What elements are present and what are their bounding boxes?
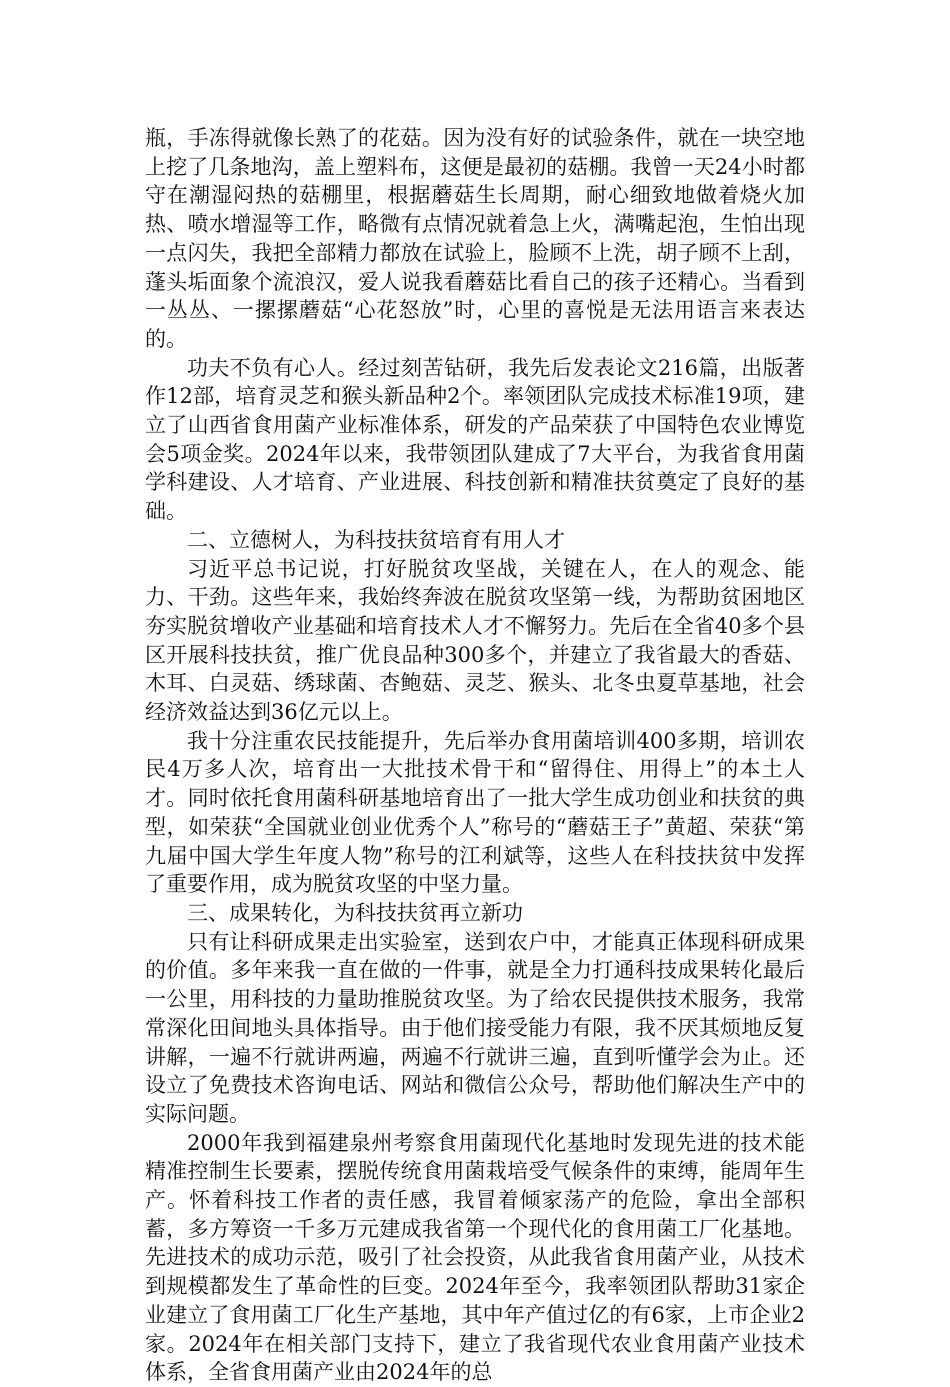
paragraph-poverty-alleviation: 习近平总书记说，打好脱贫攻坚战，关键在人，在人的观念、能力、干劲。这些年来，我始终奔波在脱贫攻坚第一线，为帮助贫困地区夯实脱贫增收产业基础和培育技术人才不懈努力。先后在全省40多个县区开展科技扶贫，推广优良品种300多个，并建立了我省最大的香菇、木耳、白灵菇、绣球菌、杏鲍菇、灵芝、猴头、北冬虫夏草基地，社会经济效益达到36亿元以上。 bbox=[145, 556, 805, 725]
section-heading-2: 二、立德树人，为科技扶贫培育有用人才 bbox=[187, 527, 565, 552]
section-heading-3: 三、成果转化，为科技扶贫再立新功 bbox=[187, 900, 523, 925]
document-body bbox=[145, 124, 805, 1387]
paragraph-industrialization: 2000年我到福建泉州考察食用菌现代化基地时发现先进的技术能精准控制生长要素，摆脱传统食用菌栽培受气候条件的束缚，能周年生产。怀着科技工作者的责任感，我冒着倾家荡产的危险，拿出全部积蓄，多方筹资一千多万元建成我省第一个现代化的食用菌工厂化基地。先进技术的成功示范，吸引了社会投资，从此我省食用菌产业，从技术到规模都发生了革命性的巨变。2024年至今，我率领团队帮助31家企业建立了食用菌工厂化生产基地，其中年产值过亿的有6家，上市企业2家。2024年在相关部门支持下，建立了我省现代农业食用菌产业技术体系，全省食用菌产业由2024年的总 bbox=[145, 1130, 805, 1385]
paragraph-transformation: 只有让科研成果走出实验室，送到农户中，才能真正体现科研成果的价值。多年来我一直在做的一件事，就是全力打通科技成果转化最后一公里，用科技的力量助推脱贫攻坚。为了给农民提供技术服务，我常常深化田间地头具体指导。由于他们接受能力有限，我不厌其烦地反复讲解，一遍不行就讲两遍，两遍不行就讲三遍，直到听懂学会为止。还设立了免费技术咨询电话、网站和微信公众号，帮助他们解决生产中的实际问题。 bbox=[145, 929, 805, 1126]
paragraph-achievements: 功夫不负有心人。经过刻苦钻研，我先后发表论文216篇，出版著作12部，培育灵芝和猴头新品种2个。率领团队完成技术标准19项，建立了山西省食用菌产业标准体系，研发的产品荣获了中国特色农业博览会5项金奖。2024年以来，我带领团队建成了7大平台，为我省食用菌学科建设、人才培育、产业进展、科技创新和精准扶贫奠定了良好的基础。 bbox=[145, 355, 805, 524]
paragraph-continuation: 瓶，手冻得就像长熟了的花菇。因为没有好的试验条件，就在一块空地上挖了几条地沟，盖上塑料布，这便是最初的菇棚。我曾一天24小时都守在潮湿闷热的菇棚里，根据蘑菇生长周期，耐心细致地做着烧火加热、喷水增湿等工作，略微有点情况就着急上火，满嘴起泡，生怕出现一点闪失，我把全部精力都放在试验上，脸顾不上洗，胡子顾不上刮，蓬头垢面象个流浪汉，爱人说我看蘑菇比看自己的孩子还精心。当看到一丛丛、一摞摞蘑菇“心花怒放”时，心里的喜悦是无法用语言来表达的。 bbox=[145, 126, 805, 351]
paragraph-training: 我十分注重农民技能提升，先后举办食用菌培训400多期，培训农民4万多人次，培育出一大批技术骨干和“留得住、用得上”的本土人才。同时依托食用菌科研基地培育出了一批大学生成功创业和扶贫的典型，如荣获“全国就业创业优秀个人”称号的“蘑菇王子”黄超、荣获“第九届中国大学生年度人物”称号的江利斌等，这些人在科技扶贫中发挥了重要作用，成为脱贫攻坚的中坚力量。 bbox=[145, 728, 805, 897]
